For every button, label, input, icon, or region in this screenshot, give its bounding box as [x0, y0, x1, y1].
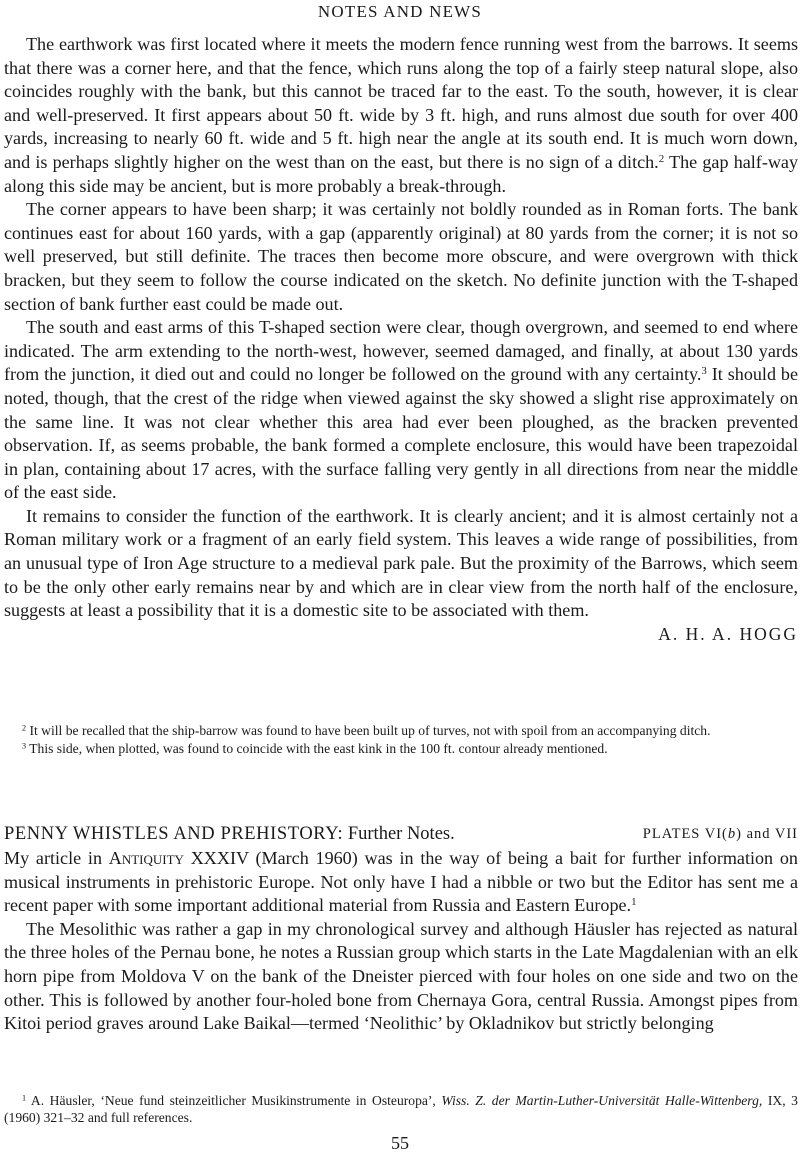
plates-reference: PLATES VI(b) and VII — [642, 826, 798, 842]
paragraph: It remains to consider the function of the earthwork. It is clearly ancient; and it is almost certainly not a Roman military work or a fragment of an early field system. This leaves a wide range of possibilities, from an unusual type of Iron Age structure to a medieval park pale. But the proximity of the Barrows, which seem to be the only other early remains near by and which are in clear view from the north half of the enclosure, suggests at least a possibility that it is a domestic site to be associated with them. — [4, 505, 798, 621]
section-heading — [4, 822, 798, 846]
whistles-article — [4, 847, 798, 1036]
footnote-ref: 1 — [631, 896, 637, 909]
footnote: $^3$ This side, when plotted, was found to coincide with the east kink in the 100 ft. contour already mentioned. — [22, 741, 608, 756]
footnotes-earthwork — [4, 722, 798, 758]
footnote: $^1$ A. Häusler, ‘Neue fund steinzeitlicher Musikinstrumente in Osteuropa’, Wiss. Z. der Martin-Luther-Universität Halle-Wittenberg, IX, 3 (1960) 321–32 and full references. — [4, 1093, 798, 1125]
author-signature: A. H. A. HOGG — [658, 623, 798, 644]
footnotes-whistles — [4, 1092, 798, 1127]
page-number: 55 — [391, 1133, 409, 1153]
paragraph: The earthwork was first located where it meets the modern fence running west from the barrows. It seems that there was a corner here, and that the fence, which runs along the top of a fairly steep natural slope, also coincides roughly with the bank, but this cannot be traced far to the east. To the south, however, it is clear and well-preserved. It first appears about 50 ft. wide by 3 ft. high, and runs almost due south for over 400 yards, increasing to nearly 60 ft. wide and 5 ft. high near the angle at its south end. It is much worn down, and is perhaps slightly higher on the west than on the east, but there is no sign of a ditch.$^2$ The gap half-way along this side may be ancient, but is more probably a break-through. — [4, 34, 799, 196]
section-title: PENNY WHISTLES AND PREHISTORY: — [4, 824, 344, 844]
paragraph: The corner appears to have been sharp; it was certainly not boldly rounded as in Roman forts. The bank continues east for about 160 yards, with a gap (apparently original) at 80 yards from the corner; it is not so well preserved, but still definite. The traces then become more obscure, and were overgrown with thick bracken, but they seem to follow the course indicated on the sketch. No definite junction with the T-shaped section of bank further east could be made out. — [4, 199, 798, 314]
earthwork-article — [4, 33, 798, 646]
section-subtitle: Further Notes. — [347, 824, 455, 844]
paragraph: The Mesolithic was rather a gap in my chronological survey and although Häusler has rejected as natural the three holes of the Pernau bone, he notes a Russian group which starts in the Late Magdalenian with an elk horn pipe from Moldova V on the bank of the Dneister pierced with four holes on one side and two on the other. This is followed by another four-holed bone from Chernaya Gora, central Russia. Amongst pipes from Kitoi period graves around Lake Baikal—termed ‘Neolithic’ by Okladnikov but strictly belonging — [4, 918, 798, 1034]
footnote-ref: 3 — [701, 365, 707, 378]
running-head: NOTES AND NEWS — [317, 2, 483, 21]
footnote: $^2$ It will be recalled that the ship-barrow was found to have been built up of turves, not with spoil from an accompanying ditch. — [22, 723, 711, 738]
paragraph: My article in Antiquity XXXIV (March 1960) was in the way of being a bait for further information on musical instruments in prehistoric Europe. Not only have I had a nibble or two but the Editor has sent me a recent paper with some important additional material from Russia and Eastern Europe.$^1$ — [4, 848, 798, 916]
footnote-ref: 2 — [658, 153, 665, 165]
journal-name: Antiquity — [108, 848, 184, 868]
paragraph: The south and east arms of this T-shaped section were clear, though overgrown, and seemed to end where indicated. The arm extending to the north-west, however, seemed damaged, and finally, at about 130 yards from the junction, it died out and could no longer be followed on the ground with any certainty.$^3$ It should be noted, though, that the crest of the ridge when viewed against the sky showed a slight rise approximately on the same line. It was not clear whether this area had ever been ploughed, as the bracken prevented observation. If, as seems probable, the bank formed a complete enclosure, this would have been trapezoidal in plan, containing about 17 acres, with the surface falling very gently in all directions from near the middle of the east side. — [4, 317, 798, 503]
